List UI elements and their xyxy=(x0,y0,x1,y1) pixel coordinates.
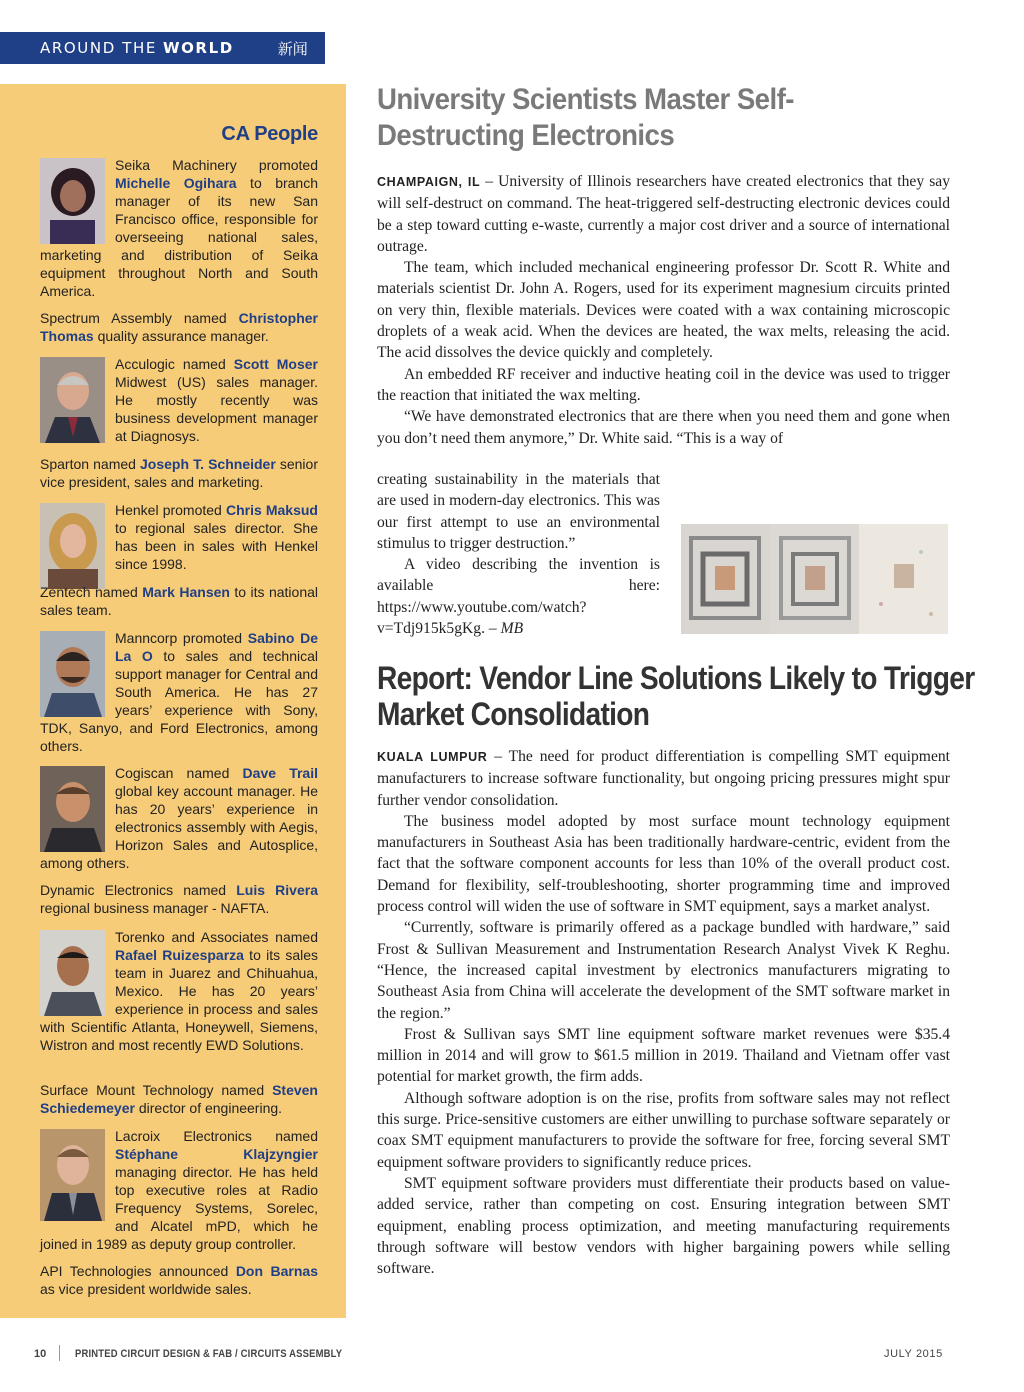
device-dissolving-photo xyxy=(681,524,948,634)
article-2-paragraph: The business model adopted by most surface mount technology equipment manufacturers in Southeast Asia has been traditionally hardware-centric, evident from the fact that the software component accounts for less than 10% of the overall product cost. Demand for flexibility, self-troubleshooting, shorter programming time and improved process control will widen the use of software in SMT equipment, says a market analyst. xyxy=(377,812,950,916)
people-entry: Manncorp promoted Sabino De La O to sales and technical support manager for Central and South America. He has 27 years’ experience with Sony, TDK, Sanyo, and Ford Electronics, among others. xyxy=(40,630,319,754)
portrait-photo xyxy=(40,1129,105,1221)
person-name: Luis Rivera xyxy=(236,882,318,898)
people-entry: Surface Mount Technology named Steven Schiedemeyer director of engineering. xyxy=(40,1082,318,1116)
person-name: Steven Schiedemeyer xyxy=(40,1082,318,1116)
dateline: KUALA LUMPUR xyxy=(377,750,488,764)
issue-date: JULY 2015 xyxy=(884,1348,943,1360)
article-1-paragraph: “We have demonstrated electronics that are there when you need them and gone when you don’t need them anymore,” Dr. White said. “This is a way of xyxy=(377,408,950,447)
portrait-photo xyxy=(40,503,105,589)
article-1-paragraph: CHAMPAIGN, IL – University of Illinois researchers have created electronics that they say will self-destruct on command. The heat-triggered self-destructing electronic devices could be a step toward cutting e-waste, currently a major cost driver and a source of international outrage. xyxy=(377,173,950,255)
section-label-chinese: 新闻 xyxy=(277,39,308,58)
person-name: Scott Moser xyxy=(233,356,318,372)
article-1-paragraph: An embedded RF receiver and inductive heating coil in the device was used to trigger the reaction that initiated the wax melting. xyxy=(377,365,950,404)
article-1-paragraph: A video describing the invention is available here: https://www.youtube.com/watch?v=Tdj915k5gKg. – MB xyxy=(377,556,660,638)
person-name: Michelle Ogihara xyxy=(115,175,237,191)
people-entry: Seika Machinery promoted Michelle Ogihara to branch manager of its new San Francisco office, responsible for overseeing national sales, marketing and distribution of Seika equipment throughout North and South America. xyxy=(40,157,318,299)
article-1-body xyxy=(377,171,950,449)
people-entry: Torenko and Associates named Rafael Ruizesparza to its sales team in Juarez and Chihuahua, Mexico. He has 20 years’ experience in process and sales with Scientific Atlanta, Honeywell, Siemens, Wistron and most recently EWD Solutions. xyxy=(40,929,318,1053)
page-number: 10 xyxy=(34,1348,47,1360)
article-1-paragraph: creating sustainability in the materials that are used in modern-day electronics. This was our first attempt to use an environmental stimulus to trigger destruction.” xyxy=(377,471,660,552)
person-name: Joseph T. Schneider xyxy=(140,456,276,472)
article-2-body xyxy=(377,746,950,1279)
person-name: Dave Trail xyxy=(242,765,318,781)
publication-name: PRINTED CIRCUIT DESIGN & FAB / CIRCUITS ASSEMBLY xyxy=(75,1348,343,1360)
people-entry: Sparton named Joseph T. Schneider senior vice president, sales and marketing. xyxy=(40,456,318,490)
person-name: Chris Maksud xyxy=(225,502,318,518)
portrait-photo xyxy=(40,158,105,244)
people-entry: Lacroix Electronics named Stéphane Klajzyngier managing director. He has held top executive roles at Radio Frequency Systems, Sorelec, and Alcatel mPD, which he joined in 1989 as deputy group controller. xyxy=(40,1128,318,1252)
portrait-photo xyxy=(40,631,105,717)
article-1-paragraph: The team, which included mechanical engineering professor Dr. Scott R. White and materials scientist Dr. John A. Rogers, used for its experiment magnesium circuits printed on very thin, flexible materials. Devices were coated with a wax containing microscopic droplets of a weak acid. When the devices are heated, the wax melts, releasing the acid. The acid dissolves the device quickly and completely. xyxy=(377,259,950,362)
article-1-headline: University Scientists Master Self-Destructing Electronics xyxy=(377,83,794,152)
people-entry: API Technologies announced Don Barnas as vice president worldwide sales. xyxy=(40,1263,318,1297)
person-name: Don Barnas xyxy=(235,1263,318,1279)
sidebar-title: CA People xyxy=(221,123,318,145)
portrait-photo xyxy=(40,357,105,443)
person-name: Rafael Ruizesparza xyxy=(115,947,244,963)
article-2-paragraph: SMT equipment software providers must differentiate their products based on value-added service, rather than competing on cost. Ensuring integration between SMT equipment, enabling process optimization, and meeting manufacturing requirements through software will bestow vendors with higher bargaining powers while selling software. xyxy=(377,1174,950,1278)
people-entry: Dynamic Electronics named Luis Rivera regional business manager - NAFTA. xyxy=(40,882,318,916)
portrait-photo xyxy=(40,930,105,1016)
byline: – MB xyxy=(484,620,524,638)
person-name: Christopher Thomas xyxy=(40,310,318,344)
person-name: Mark Hansen xyxy=(142,584,230,600)
article-2-paragraph: Although software adoption is on the rise, profits from software sales may not reflect this surge. Price-sensitive customers are either unwilling to purchase software separately or coax SMT equipment manufacturers to provide the software for free, forcing several SMT equipment software providers to significantly reduce prices. xyxy=(377,1089,950,1171)
article-2-paragraph: Frost & Sullivan says SMT line equipment software market revenues were $35.4 million in 2014 and will grow to $61.5 million in 2019. Thailand and Vietnam offer vast potential for market growth, the firm adds. xyxy=(377,1025,950,1086)
section-label-bold: WORLD xyxy=(162,39,234,57)
people-entry: Spectrum Assembly named Christopher Thomas quality assurance manager. xyxy=(40,310,318,344)
article-1-body-narrow xyxy=(377,469,660,639)
section-label: AROUND THE xyxy=(40,39,157,57)
section-header-band xyxy=(0,32,325,64)
people-entry: Henkel promoted Chris Maksud to regional sales director. She has been in sales with Henkel since 1998. xyxy=(40,501,318,589)
portrait-photo xyxy=(40,766,105,852)
article-2-paragraph: “Currently, software is primarily offered as a package bundled with hardware,” said Frost & Sullivan Measurement and Instrumentation Research Analyst Vivek K Reghu. “Hence, the increased capital investment by electronics manufacturers migrating to Southeast Asia from China will accelerate the development of the SMT software market in the region.” xyxy=(377,919,950,1022)
dateline: CHAMPAIGN, IL xyxy=(377,175,481,189)
article-2-headline: Report: Vendor Line Solutions Likely to Trigger Market Consolidation xyxy=(377,660,975,732)
people-entry: Zentech named Mark Hansen to its national sales team. xyxy=(40,584,318,618)
article-2-paragraph: KUALA LUMPUR – The need for product differentiation is compelling SMT equipment manufacturers to increase software functionality, but ongoing pricing pressures might spur further vendor consolidation. xyxy=(377,748,950,809)
person-name: Stéphane Klajzyngier xyxy=(115,1146,318,1162)
person-name: Sabino De La O xyxy=(115,630,318,664)
people-entry: Acculogic named Scott Moser Midwest (US) sales manager. He mostly recently was business development manager at Diagnosys. xyxy=(40,355,318,445)
people-entry: Cogiscan named Dave Trail global key account manager. He has 20 years’ experience in electronics assembly with Aegis, Horizon Sales and Autosplice, among others. xyxy=(40,765,318,871)
footer-divider xyxy=(59,1345,60,1361)
